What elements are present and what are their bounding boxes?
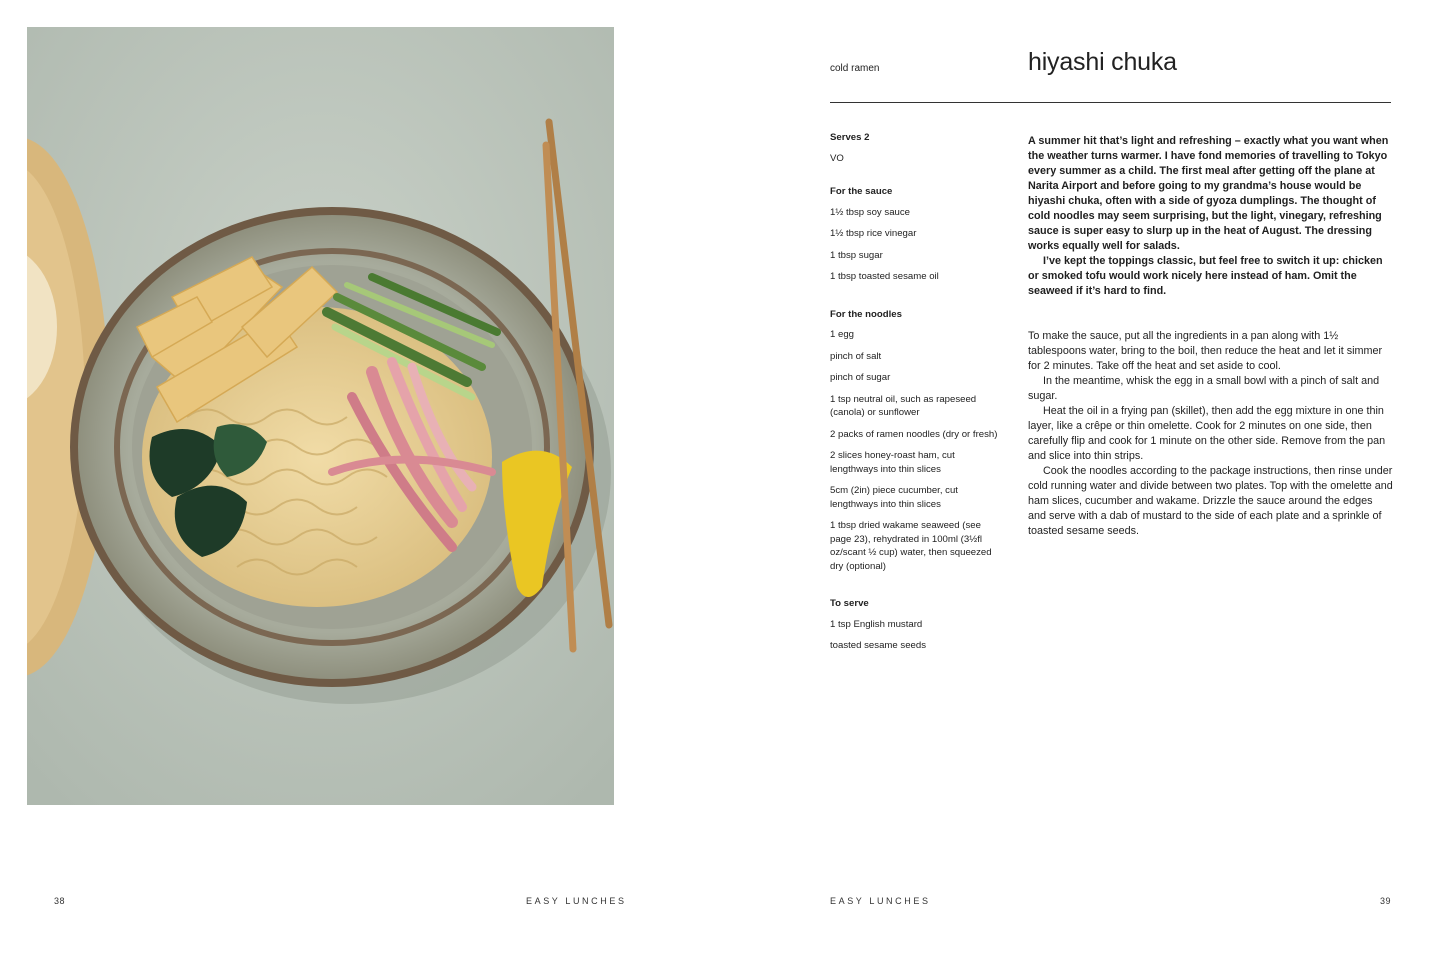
ingredient-group-heading: For the noodles — [830, 308, 902, 320]
ingredient-item: 2 slices honey-roast ham, cut lengthways into thin slices — [830, 450, 955, 475]
running-head-left: EASY LUNCHES — [526, 896, 627, 906]
method-paragraph: Cook the noodles according to the package instructions, then rinse under cold running water and divide between two plates. Top with the omelette and ham slices, cucumber and wakame. Drizzle the sauce around the edges and serve with a dab of mustard to the side of each plate and a sprinkle of toasted sesame seeds. — [1028, 465, 1393, 537]
ingredient-item: 1 egg — [830, 329, 855, 340]
ingredient-item: 1 tbsp toasted sesame oil — [830, 271, 939, 282]
recipe-subtitle: cold ramen — [830, 63, 880, 74]
recipe-method — [1028, 329, 1393, 539]
ingredient-item: toasted sesame seeds — [830, 640, 926, 651]
page-number-right: 39 — [1380, 896, 1392, 906]
ingredient-group-heading: For the sauce — [830, 186, 893, 197]
running-head-right: EASY LUNCHES — [830, 896, 931, 906]
ingredient-item: 1½ tbsp soy sauce — [830, 206, 910, 218]
method-paragraph: To make the sauce, put all the ingredients in a pan along with 1½ tablespoons water, bring to the boil, then reduce the heat and let it simmer for 2 minutes. Take off the heat and set aside to cool. — [1028, 330, 1383, 372]
method-paragraph: Heat the oil in a frying pan (skillet), then add the egg mixture in one thin layer, like a crêpe or thin omelette. Cook for 2 minutes on one side, then carefully flip and cook for 1 minute on the other side. Remove from the pan and slice into thin strips. — [1028, 405, 1386, 462]
diet-label: VO — [830, 152, 844, 164]
header-rule — [830, 102, 1391, 103]
ingredients-column — [830, 131, 1000, 677]
ingredient-item: 1 tsp neutral oil, such as rapeseed (canola) or sunflower — [830, 393, 977, 418]
method-paragraph: In the meantime, whisk the egg in a small bowl with a pinch of salt and sugar. — [1028, 375, 1380, 402]
ingredient-group — [830, 597, 1000, 653]
ingredient-group-heading: To serve — [830, 598, 869, 609]
ingredient-item: pinch of salt — [830, 350, 882, 362]
ingredient-item: 1½ tbsp rice vinegar — [830, 228, 917, 239]
ingredient-item: 1 tbsp dried wakame seaweed (see page 23), rehydrated in 100ml (3½fl oz/scant ½ cup) water, then squeezed dry (optional) — [830, 520, 992, 572]
ingredient-item: 5cm (2in) piece cucumber, cut lengthways into thin slices — [830, 485, 958, 510]
ingredient-group — [830, 308, 1000, 574]
recipe-intro — [1028, 134, 1393, 299]
ingredient-item: 1 tbsp sugar — [830, 249, 883, 261]
page-number-left: 38 — [54, 896, 66, 906]
ingredient-item: pinch of sugar — [830, 372, 891, 383]
intro-paragraph: I’ve kept the toppings classic, but feel free to switch it up: chicken or smoked tofu would work nicely here instead of ham. Omit the seaweed if it’s hard to find. — [1028, 255, 1383, 297]
ingredient-groups — [830, 185, 1000, 653]
recipe-title: hiyashi chuka — [1028, 48, 1177, 76]
intro-paragraph: A summer hit that’s light and refreshing – exactly what you want when the weather turns warmer. I have fond memories of travelling to Tokyo every summer as a child. The first meal after getting off the plane at Narita Airport and before going to my grandma’s house would be hiyashi chuka, often with a side of gyoza dumplings. The thought of cold noodles may seem surprising, but the light, vinegary, refreshing sauce is super easy to slurp up in the heat of August. The dressing works equally well for salads. — [1028, 135, 1389, 252]
ingredient-group — [830, 185, 1000, 284]
ingredient-item: 2 packs of ramen noodles (dry or fresh) — [830, 428, 998, 440]
serves: Serves 2 — [830, 132, 870, 143]
ingredient-item: 1 tsp English mustard — [830, 618, 923, 630]
recipe-photo — [27, 27, 614, 805]
